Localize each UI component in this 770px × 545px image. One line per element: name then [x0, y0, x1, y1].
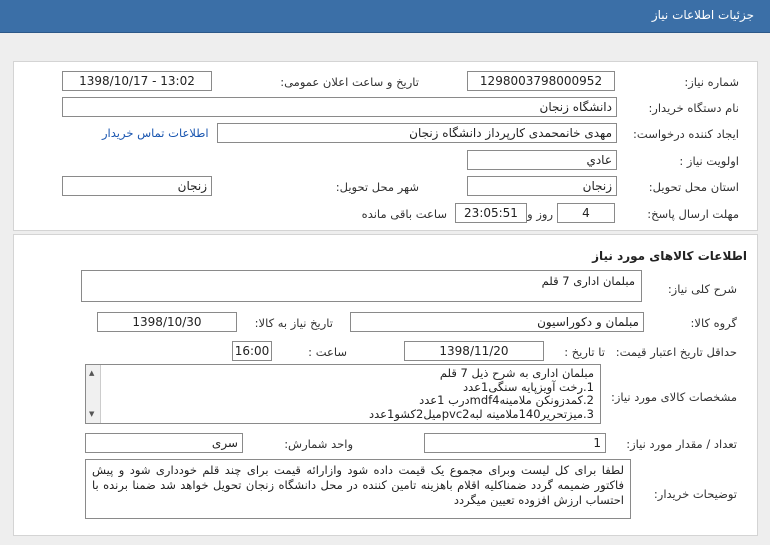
- days-field[interactable]: 4: [557, 203, 615, 223]
- scroll-down-icon[interactable]: ▼: [89, 409, 95, 418]
- info-panel: [13, 61, 758, 231]
- time-remaining-field[interactable]: 23:05:51: [455, 203, 527, 223]
- hour-field[interactable]: 16:00: [232, 341, 272, 361]
- summary-label: شرح کلی نیاز:: [667, 282, 737, 296]
- buyer-field[interactable]: دانشگاه زنجان: [62, 97, 617, 117]
- unit-label: واحد شمارش:: [284, 437, 353, 451]
- announce-field[interactable]: 1398/10/17 - 13:02: [62, 71, 212, 91]
- city-label: شهر محل تحویل:: [335, 180, 419, 194]
- priority-label: اولویت نیاز :: [679, 154, 739, 168]
- until-date-label: تا تاریخ :: [564, 345, 605, 359]
- buyer-contact-link[interactable]: اطلاعات تماس خریدار: [102, 126, 209, 140]
- spec-line: 2.کمدزونکن ملامینهmdf4درب 1عدد: [419, 393, 594, 407]
- validity-label: حداقل تاریخ اعتبار قیمت:: [615, 345, 737, 359]
- need-date-field[interactable]: 1398/10/30: [97, 312, 237, 332]
- window-titlebar: [0, 0, 770, 33]
- specs-label: مشخصات کالای مورد نیاز:: [610, 390, 737, 404]
- province-label: استان محل تحویل:: [648, 180, 739, 194]
- remaining-text: ساعت باقی مانده: [361, 207, 447, 221]
- window-title: جزئیات اطلاعات نیاز: [651, 8, 754, 22]
- need-date-label: تاریخ نیاز به کالا:: [254, 316, 333, 330]
- until-date-field[interactable]: 1398/11/20: [404, 341, 544, 361]
- goods-section-title: اطلاعات کالاهای مورد نیاز: [592, 249, 747, 263]
- city-field[interactable]: زنجان: [62, 176, 212, 196]
- hour-label: ساعت :: [308, 345, 347, 359]
- days-word: روز و: [527, 207, 553, 221]
- announce-label: تاریخ و ساعت اعلان عمومی:: [280, 75, 419, 89]
- province-field[interactable]: زنجان: [467, 176, 617, 196]
- scroll-up-icon[interactable]: ▲: [89, 369, 95, 377]
- notes-field[interactable]: لطفا برای کل لیست وبرای مجموع یک قیمت داده شود وازارائه قیمت برای چند قلم خودداری شود و پیش فاکتور ضمیمه گردد ضمناکلیه اقلام باهزینه تامین کننده در محل دانشگاه زنجان تحویل خواهد شد ضمنا برنده با احتساب ارزش افزوده تعیین میگردد: [85, 459, 631, 519]
- summary-field[interactable]: مبلمان اداری 7 قلم: [81, 270, 642, 302]
- unit-field[interactable]: سری: [85, 433, 243, 453]
- group-field[interactable]: مبلمان و دکوراسیون: [350, 312, 644, 332]
- priority-field[interactable]: عادي: [467, 150, 617, 170]
- group-label: گروه کالا:: [690, 316, 737, 330]
- creator-field[interactable]: مهدی خانمحمدی کارپرداز دانشگاه زنجان: [217, 123, 617, 143]
- deadline-label: مهلت ارسال پاسخ:: [647, 207, 739, 221]
- specs-scrollbar[interactable]: [86, 365, 101, 423]
- qty-field[interactable]: 1: [424, 433, 606, 453]
- spec-line: 3.میزتحریر140ملامینه لبهpvc2ميل2کشو1عدد: [369, 406, 594, 421]
- need-number-label: شماره نیاز:: [684, 75, 739, 89]
- need-number-field[interactable]: 1298003798000952: [467, 71, 615, 91]
- goods-panel: [13, 234, 758, 536]
- notes-label: توضیحات خریدار:: [653, 487, 737, 501]
- spec-line: مبلمان اداری به شرح ذیل 7 قلم: [439, 366, 594, 380]
- buyer-label: نام دستگاه خریدار:: [648, 101, 739, 115]
- spec-line: 1.رخت آویزپایه سنگی1عدد: [462, 379, 594, 394]
- creator-label: ایجاد کننده درخواست:: [633, 127, 739, 141]
- specs-list[interactable]: [85, 364, 601, 424]
- qty-label: تعداد / مقدار مورد نیاز:: [626, 437, 737, 451]
